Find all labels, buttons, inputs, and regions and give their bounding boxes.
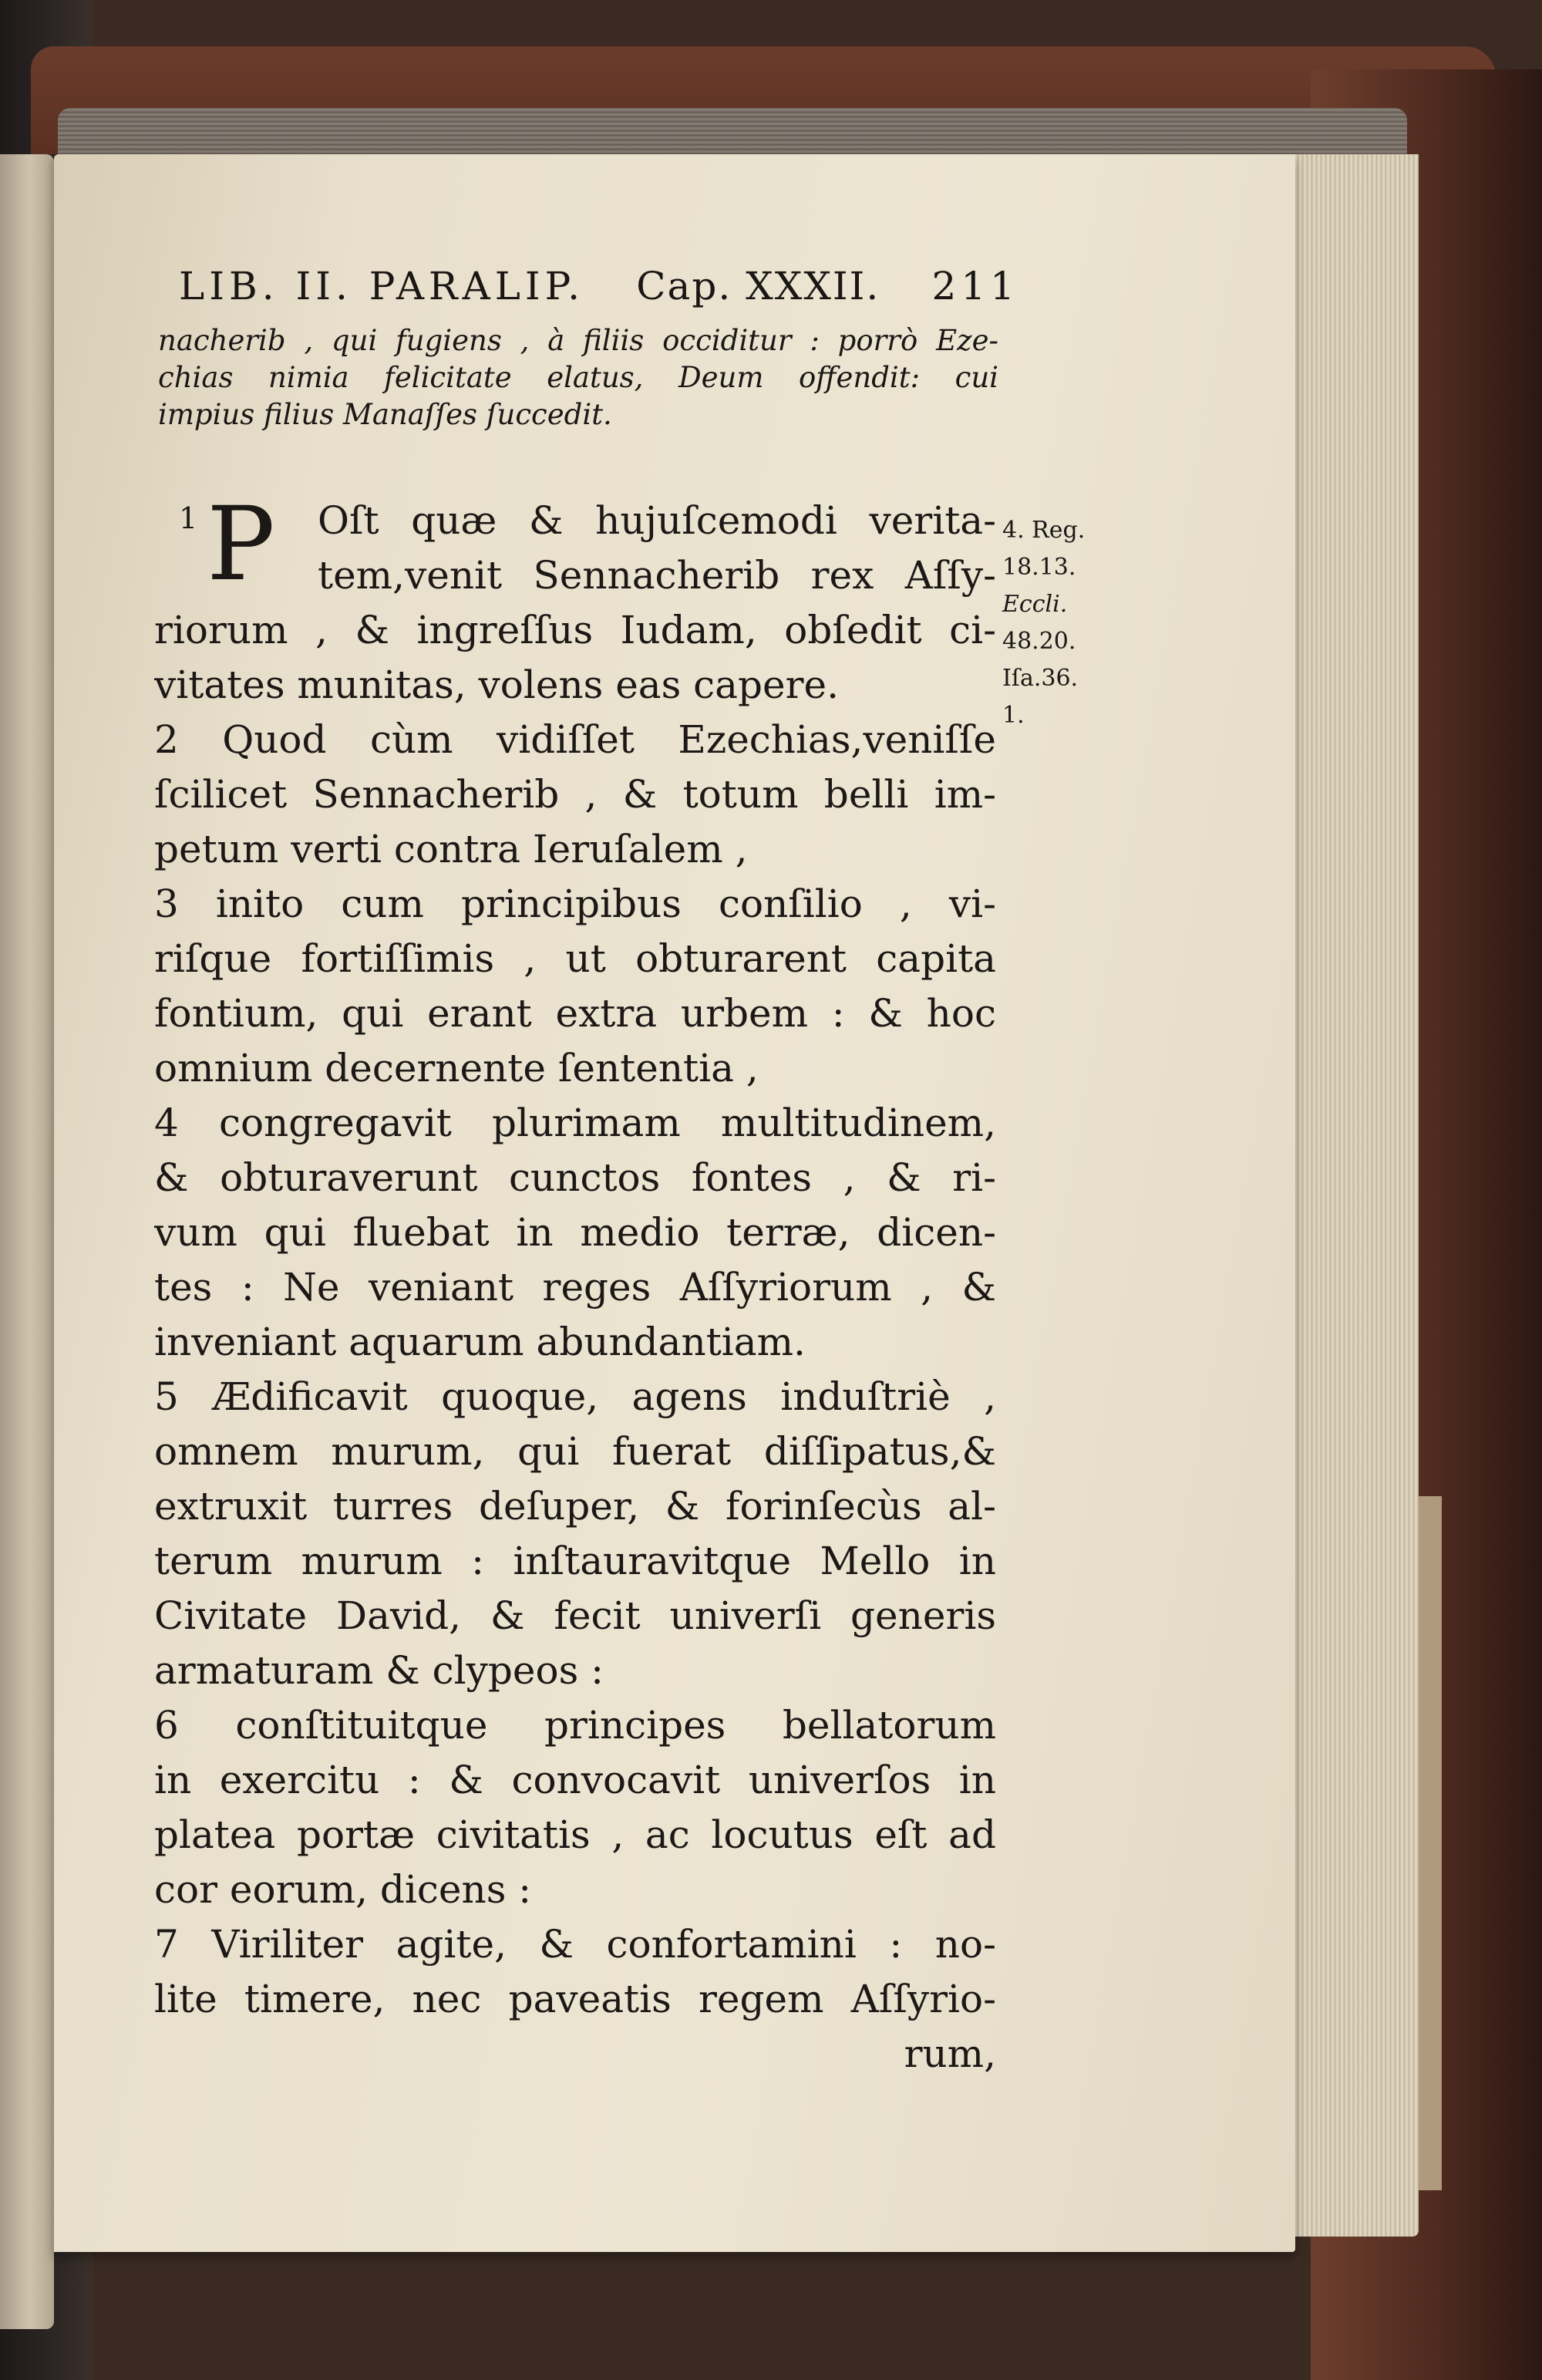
body-line: omnium decernente ſententia , (154, 1046, 759, 1091)
summary-line: chias nimia felicitate elatus, Deum offendit: cui (158, 361, 998, 394)
body-line: terum murum : inſtauravitque Mello in (154, 1539, 996, 1583)
body-line: omnem murum, qui fuerat diſſipatus,& (154, 1429, 996, 1474)
body-line: petum verti contra Ieruſalem , (154, 827, 748, 871)
body-line: 3 inito cum principibus conſilio , vi- (154, 882, 996, 926)
verse-opening-lines (318, 494, 996, 603)
running-head (179, 264, 1019, 308)
body-line: 2 Quod cùm vidiſſet Ezechias,veniſſe (154, 717, 996, 762)
body-line: tes : Ne veniant reges Aſſyriorum , & (154, 1265, 996, 1310)
body-line: in exercitu : & convocavit univerſos in (154, 1758, 996, 1802)
margin-note-line: 18.13. (1002, 554, 1076, 581)
margin-references (1002, 512, 1095, 734)
body-line: inveniant aquarum abundantiam. (154, 1320, 806, 1364)
drop-capital: P (207, 485, 275, 604)
summary-line: impius filius Manaſſes ſuccedit. (158, 398, 612, 431)
body-line: 6 conſtituitque principes bellatorum (154, 1703, 996, 1748)
catchword: rum, (904, 2031, 996, 2076)
body-line: riſque fortiſſimis , ut obturarent capita (154, 936, 996, 981)
margin-note-line: 1. (1002, 702, 1025, 729)
body-line: Oſt quæ & hujuſcemodi verita- (318, 498, 996, 543)
running-head-chapter: Cap. XXXII. (636, 264, 880, 308)
page-block-side-edge (1280, 154, 1419, 2237)
body-line: ſcilicet Sennacherib , & totum belli im- (154, 772, 996, 817)
running-head-book: LIB. II. PARALIP. (179, 264, 585, 308)
body-line: extruxit turres deſuper, & forinſecùs al- (154, 1484, 996, 1529)
margin-note-line: 4. Reg. (1002, 517, 1086, 544)
body-line: vitates munitas, volens eas capere. (154, 662, 839, 707)
body-line: 5 Ædificavit quoque, agens induſtriè , (154, 1374, 996, 1419)
body-line: lite timere, nec paveatis regem Aſſyrio- (154, 1977, 996, 2021)
paper-strip (1419, 1496, 1442, 2190)
body-line: platea portæ civitatis , ac locutus eſt ad (154, 1812, 996, 1857)
body-text (154, 603, 996, 2082)
margin-note-line: Iſa.36. (1002, 665, 1079, 692)
body-line: 4 congregavit plurimam multitudinem, (154, 1101, 996, 1145)
body-line: cor eorum, dicens : (154, 1867, 532, 1912)
body-line: riorum , & ingreſſus Iudam, obſedit ci- (154, 608, 996, 652)
margin-note-line: Eccli. (1002, 591, 1068, 618)
body-line: fontium, qui erant extra urbem : & hoc (154, 991, 996, 1036)
body-line: vum qui fluebat in medio terræ, dicen- (154, 1210, 996, 1255)
body-line: Civitate David, & fecit univerſi generis (154, 1593, 996, 1638)
verse-number: 1 (179, 501, 198, 535)
page-number: 211 (931, 264, 1019, 308)
margin-note-line: 48.20. (1002, 628, 1076, 655)
body-line: 7 Viriliter agite, & confortamini : no- (154, 1922, 996, 1967)
body-line: tem,venit Sennacherib rex Aſſy- (318, 553, 996, 598)
body-line: armaturam & clypeos : (154, 1648, 604, 1693)
summary-line: nacherib , qui fugiens , à filiis occiditur : porrò Eze- (158, 324, 998, 357)
body-line: & obturaverunt cunctos fontes , & ri- (154, 1155, 996, 1200)
chapter-summary (158, 322, 998, 433)
left-page-edge (0, 154, 54, 2329)
